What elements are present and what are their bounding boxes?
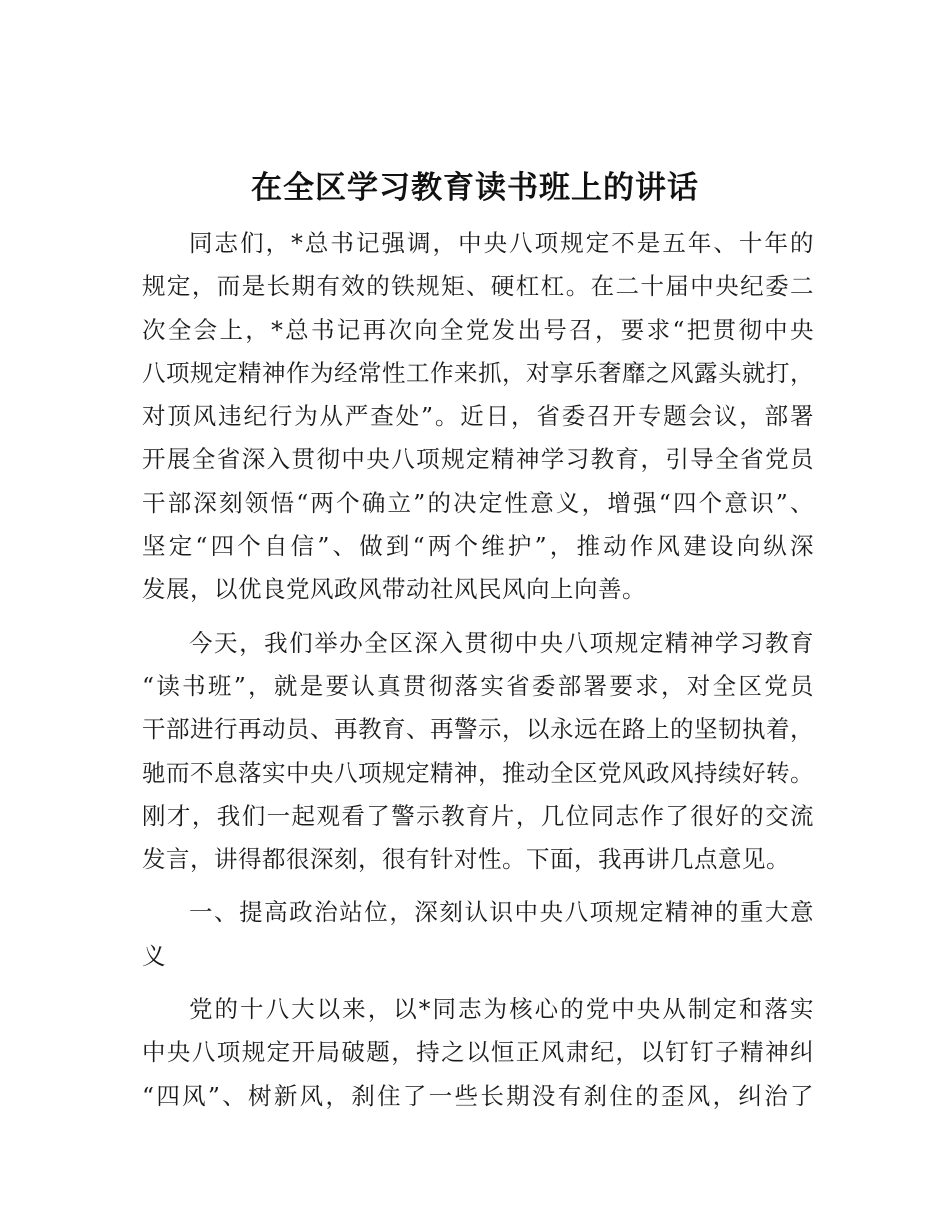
paragraph-line: 发言，讲得都很深刻，很有针对性。下面，我再讲几点意见。 xyxy=(142,845,790,874)
paragraph-2 xyxy=(142,622,814,882)
paragraph-line: 次全会上，*总书记再次向全党发出号召，要求“把贯彻中央 xyxy=(142,315,814,344)
paragraph-line: 发展，以优良党风政风带动社风民风向上向善。 xyxy=(142,575,646,604)
section-heading-1 xyxy=(142,891,814,978)
paragraph-line: 党的十八大以来，以*同志为核心的党中央从制定和落实 xyxy=(189,995,814,1024)
paragraph-line: 今天，我们举办全区深入贯彻中央八项规定精神学习教育 xyxy=(189,628,814,657)
document-title: 在全区学习教育读书班上的讲话 xyxy=(251,170,699,206)
paragraph-line: 坚定“四个自信”、做到“两个维护”，推动作风建设向纵深 xyxy=(142,532,814,561)
paragraph-line: 八项规定精神作为经常性工作来抓，对享乐奢靡之风露头就打， xyxy=(142,358,814,387)
paragraph-line: 中央八项规定开局破题，持之以恒正风肃纪，以钉钉子精神纠 xyxy=(142,1038,814,1067)
paragraph-line: 驰而不息落实中央八项规定精神，推动全区党风政风持续好转。 xyxy=(142,758,814,787)
paragraph-line: 干部深刻领悟“两个确立”的决定性意义，增强“四个意识”、 xyxy=(142,488,814,517)
paragraph-line: 刚才，我们一起观看了警示教育片，几位同志作了很好的交流 xyxy=(142,801,814,830)
heading-line: 一、提高政治站位，深刻认识中央八项规定精神的重大意 xyxy=(189,898,814,927)
paragraph-line: 对顶风违纪行为从严查处”。近日，省委召开专题会议，部署 xyxy=(142,402,814,431)
paragraph-line: “四风”、树新风，刹住了一些长期没有刹住的歪风，纠治了 xyxy=(142,1081,814,1110)
paragraph-line: 干部进行再动员、再教育、再警示，以永远在路上的坚韧执着， xyxy=(142,715,814,744)
paragraph-1 xyxy=(142,222,814,612)
paragraph-4 xyxy=(142,988,814,1118)
paragraph-line: 规定，而是长期有效的铁规矩、硬杠杠。在二十届中央纪委二 xyxy=(142,272,814,301)
paragraph-line: 开展全省深入贯彻中央八项规定精神学习教育，引导全省党员 xyxy=(142,445,814,474)
document-body xyxy=(142,222,814,1118)
heading-line: 义 xyxy=(142,941,166,970)
paragraph-line: 同志们，*总书记强调，中央八项规定不是五年、十年的 xyxy=(189,229,814,257)
paragraph-line: “读书班”，就是要认真贯彻落实省委部署要求，对全区党员 xyxy=(142,671,814,700)
